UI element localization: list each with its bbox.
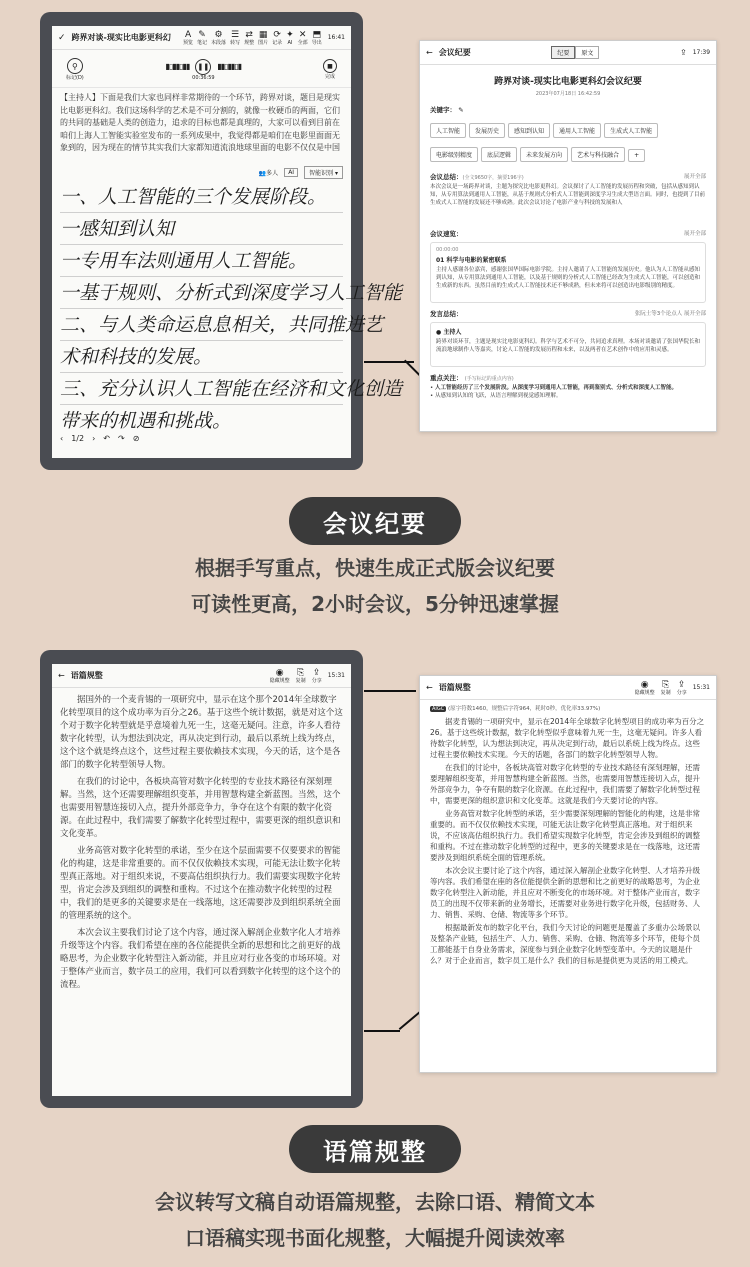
- clean-meta: (原字符数1460，规整后字符964，耗时0秒，优化率33.97%): [448, 706, 601, 712]
- section1-caption-2: 可读性更高，2小时会议，5分钟迅速掌握: [191, 592, 559, 616]
- tool-2-label: 分享: [676, 689, 687, 696]
- speaker-card[interactable]: [430, 322, 706, 367]
- undo-icon[interactable]: ↶: [103, 433, 110, 443]
- lasso-icon[interactable]: ⊘: [132, 433, 140, 443]
- handwriting-area[interactable]: [60, 181, 403, 432]
- section2-pill: 语篇规整: [289, 1125, 461, 1173]
- person-icon: ●: [436, 329, 442, 336]
- top-app-title: 跨界对谈-现实比电影更科幻: [71, 33, 171, 42]
- keyword-tag[interactable]: 感知到认知: [508, 123, 550, 138]
- done-label: 完成: [324, 74, 335, 80]
- recorder-bar: [52, 50, 351, 88]
- tool-2-label: 分享: [311, 677, 322, 684]
- connector-line-bottom-1: [364, 690, 416, 692]
- overview-label: 会议总结：: [430, 173, 463, 181]
- keyword-tag[interactable]: 艺术与科技融合: [571, 147, 625, 162]
- tab-summary[interactable]: 纪要: [551, 46, 575, 59]
- chapter-title: 01 科学与电影的紧密联系: [436, 257, 507, 264]
- highlights-meta: (手写标记的重点内容): [464, 376, 514, 382]
- handwriting-line: 一、人工智能的三个发展阶段。: [60, 186, 327, 208]
- tool-2-icon: ⚙: [214, 29, 223, 40]
- summary-header: [420, 41, 716, 65]
- tool-7-label: AI: [287, 39, 293, 46]
- toolbar-button-2[interactable]: [211, 30, 226, 46]
- handwriting-line: 术和科技的发展。: [60, 346, 213, 368]
- chapter-time: 00:00:00: [436, 247, 459, 253]
- toolbar-button-0[interactable]: [270, 668, 290, 684]
- highlight-item-2: • 从感知到认知的飞跃，从语言理解到视觉感知理解。: [430, 393, 562, 399]
- next-page-icon[interactable]: ›: [92, 433, 96, 443]
- tool-1-icon: ⎘: [297, 667, 305, 678]
- tool-9-label: 导出: [311, 39, 322, 46]
- toolbar-button-9[interactable]: [312, 30, 322, 46]
- tool-2-label: 本段落: [211, 39, 227, 46]
- done-button[interactable]: [323, 59, 337, 80]
- toolbar-button-8[interactable]: [298, 30, 308, 46]
- add-keyword-button[interactable]: +: [628, 149, 645, 162]
- section2-caption-2: 口语稿实现书面化规整，大幅提升阅读效率: [185, 1226, 565, 1250]
- highlight-item-1: • 人工智能经历了三个发展阶段。从深度学习到通用人工智能，再到鉴别式、分析式和深度人工智能。: [430, 385, 678, 391]
- raw-transcript: [52, 688, 351, 1083]
- toolbar-button-2[interactable]: [312, 668, 322, 684]
- toolbar-button-6[interactable]: [272, 30, 282, 46]
- tool-1-label: 笔记: [197, 39, 208, 46]
- top-toolbar: [52, 26, 351, 50]
- bottom-tablet-screen: [52, 664, 351, 1096]
- tool-7-icon: ✦: [286, 29, 294, 40]
- tool-0-label: 隐藏规整: [634, 689, 655, 696]
- bottom-tablet: [40, 650, 363, 1108]
- clean-paragraph: 根据最新发布的数字化平台，我们今天讨论的问题更是覆盖了多重办公场景以及整条产业链，包括生产、人力、销售、采购、仓储、物流等多个环节，使每个员工都能基于自身业务需求，深度参与到企业数字化转型变革中。今天的议题是什么？对于企业而言，数字员工是什么？我们的目标是提供更为灵活的用工模式。: [430, 923, 700, 965]
- pause-button[interactable]: ❚❚: [195, 59, 211, 75]
- toolbar-button-5[interactable]: [258, 30, 268, 46]
- stop-icon: ■: [323, 59, 337, 73]
- toolbar-button-3[interactable]: [230, 30, 240, 46]
- tool-1-label: 复制: [295, 677, 306, 684]
- tool-9-icon: ⬒: [312, 29, 321, 40]
- back-arrow-icon[interactable]: ←: [58, 671, 65, 680]
- keyword-tag[interactable]: 通用人工智能: [553, 123, 601, 138]
- speakers-label: 发言总结：: [430, 310, 463, 318]
- summary-back-label: 会议纪要: [438, 48, 471, 57]
- toolbar-button-0[interactable]: [183, 30, 193, 46]
- tool-3-icon: ☰: [231, 29, 240, 40]
- tool-6-label: 记录: [272, 39, 283, 46]
- toolbar-button-2[interactable]: [677, 680, 687, 696]
- keyword-tag[interactable]: 人工智能: [430, 123, 466, 138]
- people-icon[interactable]: 👥多人: [258, 170, 279, 177]
- speakers-meta[interactable]: 张阮士等3个论点人 展开全部: [634, 311, 706, 317]
- keyword-tag[interactable]: 发展历史: [469, 123, 505, 138]
- tool-6-icon: ⟳: [273, 29, 281, 40]
- tool-3-label: 转写: [230, 39, 241, 46]
- clean-paragraph: 据麦肯锡的一项研究中，显示在2014年全球数字化转型项目的成功率为百分之26。基于这些统计数据，数字化转型似乎意味着九死一生，这毫无疑问。许多人看待数字化转型，认为想法到决定，再从决定到行动，最后以系统上线为终点。这些过程主要依赖技术实现。今天的话题，各部门的数字化转型领导人物。: [430, 717, 705, 759]
- raw-paragraph: 据国外的一个麦肯锡的一项研究中，显示在这个那个2014年全球数字化转型项目的这个成功率为百分之26。基于这些个统计数据，就是对这个这个对于数字化转型就是乎意境着九死一生，这毫无疑问。注意，许多人看待数字化转型，认为想法到决定，再从决定到行动，最后以系统上线为终点，这个这个就是终点这个，这些过程主要依赖技术实现，今天的话，这个是各部门的数字化转型领导人物。: [60, 695, 343, 770]
- transcript-text: 【主持人】下面是我们大家也同样非常期待的一个环节，跨界对谈，题目是现实比电影更科幻。我们这场科学的艺术是不可分割的，就像一枚硬币的两面，它们的共同的基础是人类的创造力，追求的目标也都是真理的，大家可以看到目前在咱们上海人工智能实验室发布的一系列成果中，我觉得都是咱们在电影里面面无象到的，因为现在的情节其实我们大家都知道流浪地球里面的电影不仅仅是中国: [60, 93, 340, 152]
- check-icon[interactable]: ✓: [58, 32, 66, 43]
- redo-icon[interactable]: ↷: [117, 433, 125, 443]
- tool-5-icon: ▦: [258, 29, 268, 40]
- bottom-clock: 15:31: [327, 672, 345, 679]
- recog-dropdown[interactable]: 智能识别 ▾: [304, 166, 343, 179]
- clean-panel: [419, 675, 717, 1073]
- toolbar-button-1[interactable]: [661, 680, 671, 696]
- summary-title: 跨界对谈-现实比电影更科幻会议纪要: [494, 77, 642, 87]
- mark-button[interactable]: [66, 58, 84, 81]
- section2-caption-1: 会议转写文稿自动语篇规整，去除口语、精简文本: [155, 1190, 595, 1214]
- edit-icon[interactable]: ✎: [458, 106, 464, 114]
- clock-summary: 17:39: [692, 49, 711, 56]
- tool-2-icon: ⇪: [677, 679, 686, 690]
- connector-line-bottom-2: [364, 1030, 400, 1032]
- tool-4-icon: ⇄: [245, 29, 253, 40]
- speaker-text: 跨界对谈环节，主题是现实比电影更科幻。科学与艺术不可分，共同追求真理。本场对谈邀请了张国华院长和流浪地球制作人等嘉宾，讨论人工智能的发展历程和未来，以及两者在艺术创作中的应用和灵感。: [436, 339, 701, 353]
- summary-panel: [419, 40, 717, 432]
- tool-0-icon: A: [184, 29, 192, 40]
- clean-title: 语篇规整: [438, 683, 471, 692]
- share-icon[interactable]: ⇪: [680, 48, 687, 57]
- clean-text: [430, 716, 706, 1066]
- raw-paragraph: 业务高管对数字化转型的承诺，至少在这个层面需要不仅要要求的智能化的构建，这是非常重要的。而不仅仅依赖技术实现，可能无法让数字化转型真正落地。对于组织来说，不要高估组织执行力。我们需要实现数字化转型，肯定会涉及到组织的调整和重构。不过这个在推动数字化转型的过程中，我们的是更多的关键要求是在一线落地，这还需要涉及到组织系统全面的管理系统的这个。: [60, 846, 341, 921]
- bottom-title: 语篇规整: [70, 671, 103, 680]
- raw-paragraph: 本次会议主要我们讨论了这个内容，通过深入解剖企业数字化人才培养升级等这个内容。我们希望在座的各位能提供全新的思想和比之前更好的战略思考，为企业数字化转型注入新动能，并且应对行业各变的市场环境。对于整体产业而言，数字员工的应用，我们可以看到数字化转型的这个这个的流程。: [60, 928, 341, 990]
- waveform-right: ▮▮▯▮▮▯▮: [217, 62, 242, 71]
- top-tablet: [40, 12, 403, 470]
- keyword-tag[interactable]: 生成式人工智能: [604, 123, 658, 138]
- chapters-label: 会议速览：: [430, 230, 463, 238]
- toolbar-button-0[interactable]: [635, 680, 655, 696]
- keyword-list: [430, 118, 706, 166]
- clean-paragraph: 在我们的讨论中，各板块高管对数字化转型的专业技术路径有深刻理解，还需要理解组织变革，并用智慧构建全新蓝图。当然，也需要用智慧连接切入点，提升外部竞争力，争夺有限的数字化资源。在此过程中，我们需要了解数字化转型过程中，需要更深的组织意识和文化变革。这就是我们今天要讨论的内容。: [430, 763, 700, 805]
- handwriting-line: 带来的机遇和挑战。: [60, 410, 232, 432]
- summary-date: 2023年07月18日 16:42:59: [535, 91, 601, 97]
- toolbar-button-1[interactable]: [296, 668, 306, 684]
- tool-1-label: 复制: [660, 689, 671, 696]
- tool-0-label: 预览: [183, 39, 194, 46]
- section1-caption-1: 根据手写重点，快速生成正式版会议纪要: [195, 556, 555, 580]
- tool-2-icon: ⇪: [312, 667, 321, 678]
- keyword-tag[interactable]: 电影级别精度: [430, 147, 478, 162]
- handwriting-line: 二、与人类命运息息相关，共同推进艺: [60, 314, 384, 336]
- overview-text: 本次会议是一场跨界对谈，主题为探究比电影更科幻。会议探讨了人工智能的发展历程和突破，包括从感知到认知，从专用算法到通用人工智能，从基于规则式分析式人工智能到深度学习生成大型语言面。同时，也提到了目前生成式人工智能的发展还不够成熟。此次会议讨论了电影产业与科技的发展和人: [430, 184, 706, 206]
- bottom-toolbar: [52, 664, 351, 688]
- tool-0-icon: ◉: [275, 667, 284, 678]
- section1-pill: 会议纪要: [289, 497, 461, 545]
- keywords-label: 关键字：: [430, 106, 456, 114]
- tool-0-label: 隐藏规整: [269, 677, 290, 684]
- handwriting-line: 一基于规则、分析式到深度学习人工智能: [60, 282, 403, 304]
- toolbar-button-7[interactable]: [286, 30, 294, 46]
- expand-link-2[interactable]: 展开全部: [683, 231, 706, 237]
- clean-paragraph: 本次会议主要讨论了这个内容，通过深入解剖企业数字化转型、人才培养升级等内容。我们希望在座的各位能提供全新的思想和比之前更好的战略思考，为企业数字化转型注入新动能，并且应对不断变化的市场环境。对于整体产业而言，数字员工的出现不仅带来新的业务增长，还需要对业务进行数字化升级，包括财务、人力、销售、采购、仓储、物流等多个环节。: [430, 866, 700, 919]
- keyword-tag[interactable]: 未来发展方向: [520, 147, 568, 162]
- tool-1-icon: ✎: [198, 29, 206, 40]
- tool-8-label: 全部: [297, 39, 308, 46]
- expand-link-1[interactable]: 展开全部: [683, 174, 706, 180]
- top-clock: 16:41: [327, 34, 345, 41]
- clean-clock: 15:31: [692, 684, 710, 691]
- highlights-label: 重点关注：: [430, 374, 463, 382]
- back-arrow-icon[interactable]: ←: [426, 48, 433, 57]
- tool-0-icon: ◉: [640, 679, 649, 690]
- waveform-left: ▮▯▮▮▯▮▮: [165, 62, 190, 71]
- tool-5-label: 图片: [258, 39, 269, 46]
- page-indicator: 1/2: [71, 433, 85, 443]
- keyword-tag[interactable]: 底层逻辑: [481, 147, 517, 162]
- toolbar-button-1[interactable]: [197, 30, 207, 46]
- chapter-text: 主持人感谢各位嘉宾，感谢张国华国际电影学院。主持人邀请了人工智能的发展历史。他认为人工智能从感知到认知，从专用算法到通用人工智能，以及基于规则的分析式人工智能已经改为生成式人工智能，可以创造和生成新的东西。虽然目前的生成式人工智能技术还不够成熟，但未来将可以创造出电影级别的精度。: [436, 267, 701, 289]
- clean-paragraph: 业务高管对数字化转型的承诺，至少需要深刻理解的智能化的构建，这是非常重要的。而不仅仅依赖技术实现，可能无法让数字化转型真正落地。对于组织来说，不应该高估组织执行力。我们希望实现数字化转型，肯定会涉及到组织的调整和重构。不过在推动数字化转型的过程中，更多的关键要求是在一线落地，这还需要涉及到组织系统全面的管理系统。: [430, 809, 700, 862]
- handwriting-line: 一感知到认知: [60, 218, 175, 240]
- mark-label: 标记(D): [66, 75, 84, 81]
- tool-4-label: 规整: [244, 39, 255, 46]
- back-arrow-icon[interactable]: ←: [426, 683, 433, 692]
- handwriting-line: 一专用车法则通用人工智能。: [60, 250, 308, 272]
- record-time: 00:36:59: [192, 74, 215, 81]
- recog-row: [52, 164, 351, 181]
- tool-8-icon: ✕: [298, 29, 307, 40]
- toolbar-button-4[interactable]: [244, 30, 254, 46]
- ai-button[interactable]: AI: [284, 168, 298, 177]
- prev-page-icon[interactable]: ‹: [60, 433, 64, 443]
- aigc-badge: AIGC: [432, 706, 445, 712]
- chapter-card[interactable]: [430, 242, 706, 303]
- tab-original[interactable]: 原文: [575, 46, 599, 59]
- mic-icon: ⚲: [67, 58, 83, 74]
- overview-meta: (全文9650字，摘要196字): [462, 175, 524, 181]
- clean-header: [420, 676, 716, 700]
- tool-1-icon: ⎘: [662, 679, 670, 690]
- handwriting-line: 三、充分认识人工智能在经济和文化创造: [60, 378, 403, 400]
- speaker-name: 主持人: [443, 329, 462, 336]
- raw-paragraph: 在我们的讨论中，各板块高管对数字化转型的专业技术路径有深刻理解。当然，这个还需要理解组织变革，并用智慧构建全新蓝图。当然，这个也需要用智慧连接切入点，提升外部竞争力，争夺在这个有限的数字化资源。在此过程中，我们需要了解数字化转型过程中，需要更深的组织意识和文化变革。: [60, 777, 341, 839]
- top-tablet-screen: [52, 26, 403, 458]
